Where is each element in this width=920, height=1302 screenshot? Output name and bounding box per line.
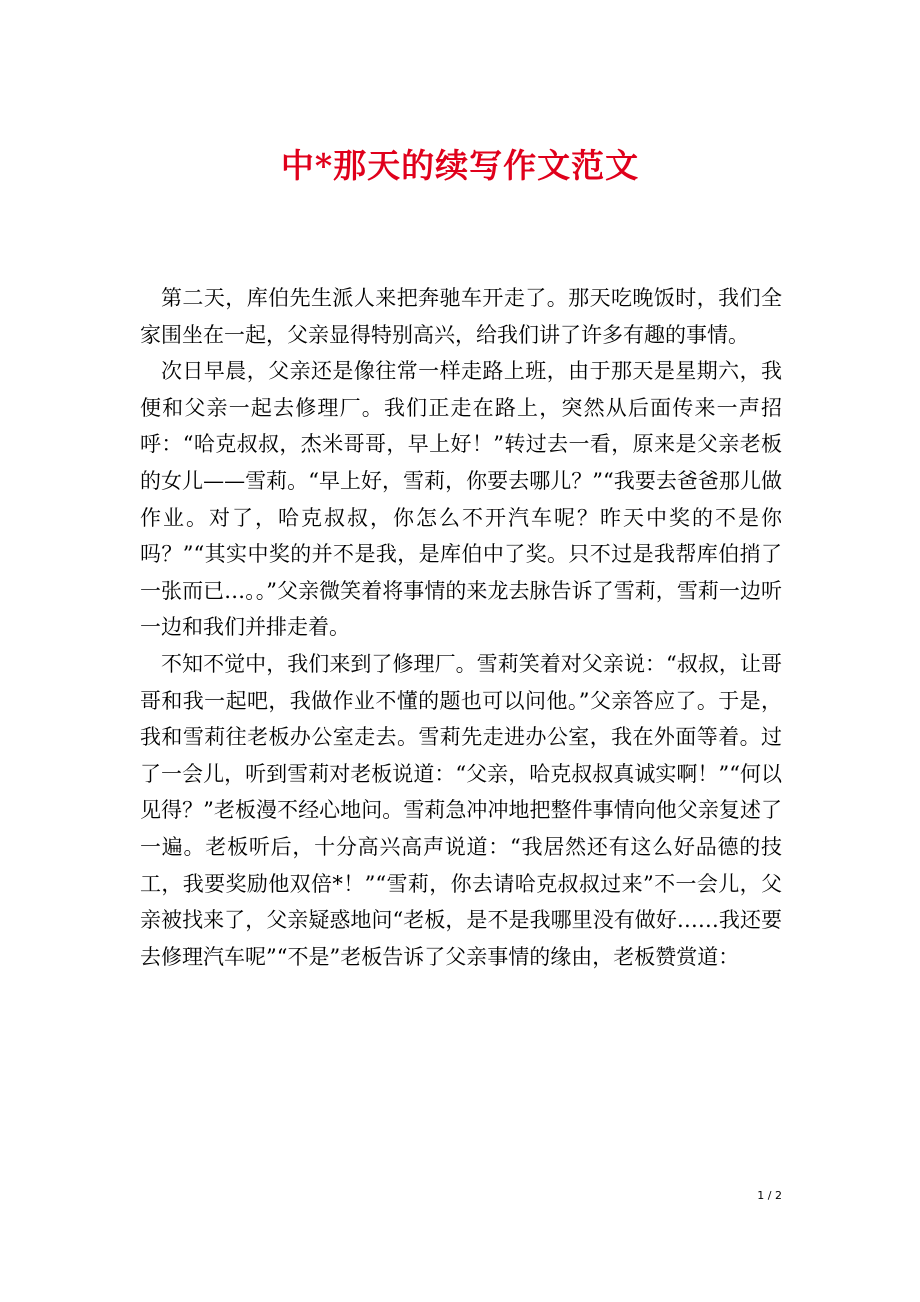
document-title: 中*那天的续写作文范文 [280, 146, 640, 185]
document-body [140, 280, 782, 975]
paragraph-3: 不知不觉中，我们来到了修理厂。雪莉笑着对父亲说：“叔叔，让哥哥和我一起吧，我做作业不懂的题也可以问他。”父亲答应了。于是，我和雪莉往老板办公室走去。雪莉先走进办公室，我在外面等着。过了一会儿，听到雪莉对老板说道：“父亲，哈克叔叔真诚实啊！”“何以见得？”老板漫不经心地问。雪莉急冲冲地把整件事情向他父亲复述了一遍。老板听后，十分高兴高声说道：“我居然还有这么好品德的技工，我要奖励他双倍*！”“雪莉，你去请哈克叔叔过来”不一会儿，父亲被找来了，父亲疑惑地问“老板，是不是我哪里没有做好……我还要去修理汽车呢”“不是”老板告诉了父亲事情的缘由，老板赞赏道： [140, 651, 782, 969]
paragraph-1: 第二天，库伯先生派人来把奔驰车开走了。那天吃晚饭时，我们全家围坐在一起，父亲显得特别高兴，给我们讲了许多有趣的事情。 [140, 286, 782, 347]
page-number: 1 / 2 [757, 1189, 782, 1202]
paragraph-2: 次日早晨，父亲还是像往常一样走路上班，由于那天是星期六，我便和父亲一起去修理厂。我们正走在路上，突然从后面传来一声招呼：“哈克叔叔，杰米哥哥，早上好！”转过去一看，原来是父亲老板的女儿——雪莉。“早上好，雪莉，你要去哪儿？”“我要去爸爸那儿做作业。对了，哈克叔叔，你怎么不开汽车呢？昨天中奖的不是你吗？”“其实中奖的并不是我，是库伯中了奖。只不过是我帮库伯捎了一张而已…。。”父亲微笑着将事情的来龙去脉告诉了雪莉，雪莉一边听一边和我们并排走着。 [140, 359, 782, 640]
